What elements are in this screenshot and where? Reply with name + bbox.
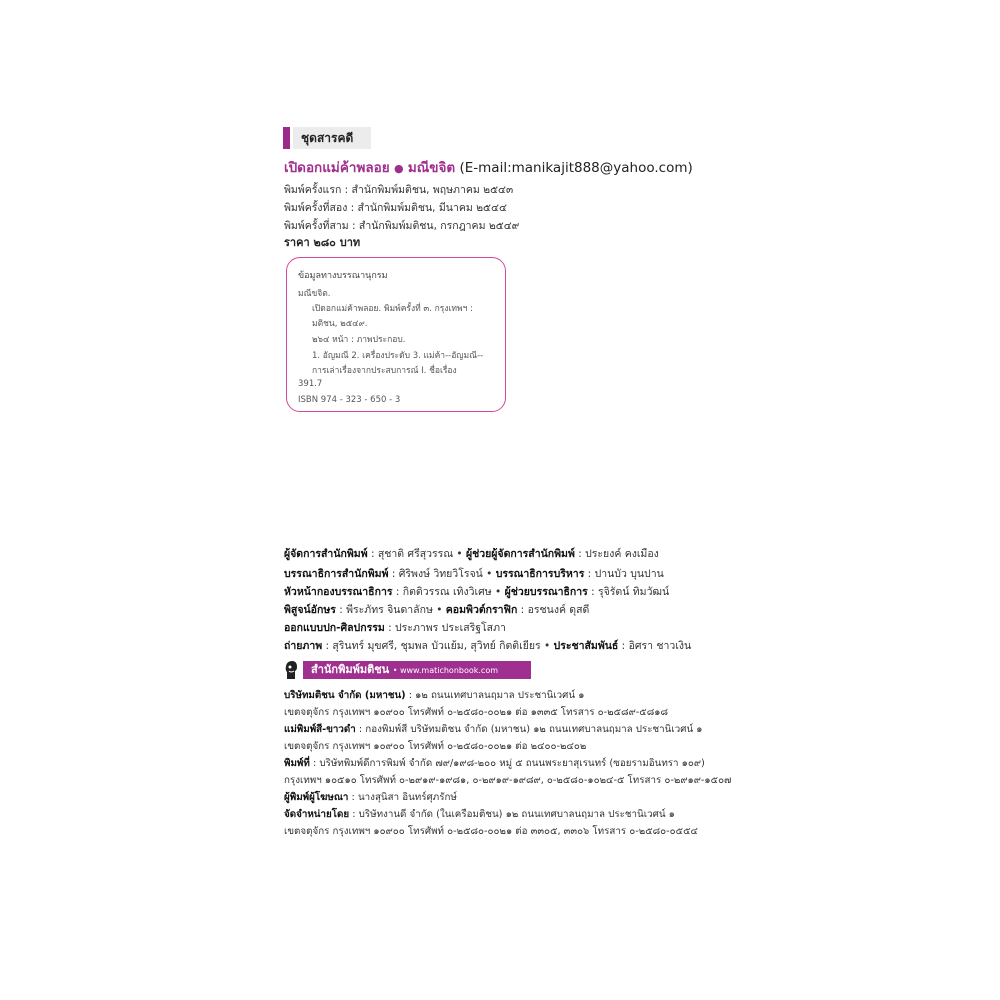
credit-person: รุจิรัตน์ ทิมวัฒน์ (598, 586, 670, 598)
catalog-isbn: ISBN 974 - 323 - 650 - 3 (298, 395, 401, 405)
credit-person: ประภาพร ประเสริฐโสภา (395, 622, 506, 634)
credit-person: อรชนงค์ ดุสดี (527, 604, 590, 616)
info-label: ผู้พิมพ์ผู้โฆษณา (284, 792, 349, 803)
catalog-line: เปิดอกแม่ค้าพลอย. พิมพ์ครั้งที่ ๓. กรุงเทพฯ : (312, 304, 473, 314)
credit-role: บรรณาธิการบริหาร (495, 568, 585, 580)
info-label: แม่พิมพ์สี-ขาวดำ (284, 724, 356, 735)
info-text: เขตจตุจักร กรุงเทพฯ ๑๐๙๐๐ โทรศัพท์ ๐-๒๕๘๐-๐๐๒๑ ต่อ ๓๓๐๕, ๓๓๐๖ โทรสาร ๐-๒๕๘๐-๐๕๕๔ (284, 826, 698, 837)
catalog-line: การเล่าเรื่องจากประสบการณ์ I. ชื่อเรื่อง (312, 366, 457, 376)
catalog-line: 1. อัญมณี 2. เครื่องประดับ 3. แม่ค้า--อัญมณี-- (312, 351, 484, 361)
info-text: : บริษัทพิมพ์ดีการพิมพ์ จำกัด ๗๙/๑๙๘-๒๐๐ หมู่ ๕ ถนนพระยาสุเรนทร์ (ซอยรามอินทรา ๑๐๙) (309, 758, 705, 769)
credit-role: ประชาสัมพันธ์ (553, 640, 619, 652)
credit-line: หัวหน้ากองบรรณาธิการ : กิตติวรรณ เทิงวิเศษ • ผู้ช่วยบรรณาธิการ : รุจิรัตน์ ทิมวัฒน์ (284, 586, 670, 598)
credit-line: ถ่ายภาพ : สุรินทร์ มุขศรี, ชุมพล บัวแย้ม, สุวิทย์ กิตติเยียร • ประชาสัมพันธ์ : อิศรา ชาวเงิน (284, 640, 692, 652)
credit-role: ออกแบบปก-ศิลปกรรม (284, 622, 385, 634)
publisher-logo-icon (283, 660, 299, 680)
publisher-info-line (284, 824, 698, 839)
publisher-name: สำนักพิมพ์มติชน (311, 663, 390, 676)
info-text: : กองพิมพ์สี บริษัทมติชน จำกัด (มหาชน) ๑๒ ถนนเทศบาลนฤมาล ประชานิเวศน์ ๑ (355, 724, 703, 735)
credit-role: ถ่ายภาพ (284, 640, 323, 652)
credit-person: สุรินทร์ มุขศรี, ชุมพล บัวแย้ม, สุวิทย์ กิตติเยียร (332, 640, 541, 652)
credit-role: คอมพิวต์กราฟิก (445, 604, 518, 616)
series-tag (283, 127, 371, 149)
credit-person: ปานบัว บุนปาน (594, 568, 664, 580)
credit-person: อิศรา ชาวเงิน (628, 640, 692, 652)
book-author: มณีขจิต (407, 160, 456, 176)
credit-line: บรรณาธิการสำนักพิมพ์ : ศิริพงษ์ วิทยวิโรจน์ • บรรณาธิการบริหาร : ปานบัว บุนปาน (284, 568, 664, 580)
series-accent-bar (283, 127, 290, 149)
publisher-info-line (284, 756, 705, 771)
edition-first: พิมพ์ครั้งแรก : สำนักพิมพ์มติชน, พฤษภาคม ๒๕๔๓ (284, 184, 514, 196)
credit-role: พิสูจน์อักษร (284, 604, 336, 616)
credit-role: บรรณาธิการสำนักพิมพ์ (284, 568, 389, 580)
publisher-info-line (284, 688, 584, 703)
catalog-line: มณีขจิต. (298, 289, 331, 299)
catalog-heading: ข้อมูลทางบรรณานุกรม (298, 271, 388, 281)
info-text: เขตจตุจักร กรุงเทพฯ ๑๐๙๐๐ โทรศัพท์ ๐-๒๕๘๐-๐๐๒๑ ต่อ ๒๔๐๐-๒๔๐๒ (284, 741, 587, 752)
publisher-band (303, 661, 531, 679)
edition-third: พิมพ์ครั้งที่สาม : สำนักพิมพ์มติชน, กรกฎาคม ๒๕๔๙ (284, 220, 520, 232)
publisher-info-line (284, 705, 668, 720)
publisher-info-line (284, 722, 702, 737)
credit-line: ออกแบบปก-ศิลปกรรม : ประภาพร ประเสริฐโสภา (284, 622, 506, 634)
bullet-icon: ● (393, 162, 404, 175)
credit-role: ผู้ช่วยบรรณาธิการ (504, 586, 588, 598)
book-title: เปิดอกแม่ค้าพลอย (284, 160, 390, 176)
publisher-header (283, 660, 531, 680)
price: ราคา ๒๘๐ บาท (284, 236, 361, 249)
publisher-website: • www.matichonbook.com (392, 666, 499, 675)
book-title-line (284, 156, 693, 178)
credit-person: กิตติวรรณ เทิงวิเศษ (402, 586, 492, 598)
credit-line: พิสูจน์อักษร : พีระภัทร จินดาลักษ • คอมพิวต์กราฟิก : อรชนงค์ ดุสดี (284, 604, 590, 616)
credit-person: ศิริพงษ์ วิทยวิโรจน์ (398, 568, 483, 580)
catalog-classification: 391.7 (298, 379, 323, 389)
info-label: พิมพ์ที่ (284, 758, 310, 769)
publisher-info-line (284, 807, 675, 822)
credit-person: พีระภัทร จินดาลักษ (346, 604, 433, 616)
credit-role: หัวหน้ากองบรรณาธิการ (284, 586, 393, 598)
info-text: กรุงเทพฯ ๑๐๕๑๐ โทรศัพท์ ๐-๒๙๑๙-๑๙๘๑, ๐-๒๙๑๙-๑๙๘๙, ๐-๒๕๘๐-๑๐๒๔-๕ โทรสาร ๐-๒๙๑๙-๑๕๐๗ (284, 775, 732, 786)
catalog-line: มติชน, ๒๕๔๙. (312, 319, 368, 329)
credit-role: ผู้ช่วยผู้จัดการสำนักพิมพ์ (465, 548, 575, 560)
catalog-record-box (286, 257, 506, 412)
publisher-info-line (284, 739, 586, 754)
info-text: : ๑๒ ถนนเทศบาลนฤมาล ประชานิเวศน์ ๑ (405, 690, 585, 701)
credit-role: ผู้จัดการสำนักพิมพ์ (284, 548, 368, 560)
credit-person: สุชาติ ศรีสุวรรณ (377, 548, 454, 560)
info-text: : บริษัทงานดี จำกัด (ในเครือมติชน) ๑๒ ถนนเทศบาลนฤมาล ประชานิเวศน์ ๑ (349, 809, 675, 820)
credit-line: ผู้จัดการสำนักพิมพ์ : สุชาติ ศรีสุวรรณ • ผู้ช่วยผู้จัดการสำนักพิมพ์ : ประยงค์ คงเมือง (284, 548, 659, 560)
series-label: ชุดสารคดี (293, 127, 371, 149)
info-text: : นางสุนิสา อินทร์ศุภรักษ์ (348, 792, 457, 803)
edition-second: พิมพ์ครั้งที่สอง : สำนักพิมพ์มติชน, มีนาคม ๒๕๔๔ (284, 202, 507, 214)
catalog-line: ๒๖๔ หน้า : ภาพประกอบ. (312, 335, 406, 345)
info-label: จัดจำหน่ายโดย (284, 809, 350, 820)
publisher-info-line (284, 790, 457, 805)
credit-person: ประยงค์ คงเมือง (585, 548, 659, 560)
author-email: (E-mail:manikajit888@yahoo.com) (459, 160, 693, 176)
publisher-info-line (284, 773, 731, 788)
info-text: เขตจตุจักร กรุงเทพฯ ๑๐๙๐๐ โทรศัพท์ ๐-๒๕๘๐-๐๐๒๑ ต่อ ๑๓๓๕ โทรสาร ๐-๒๕๘๙-๕๘๑๘ (284, 707, 669, 718)
info-label: บริษัทมติชน จำกัด (มหาชน) (284, 690, 406, 701)
